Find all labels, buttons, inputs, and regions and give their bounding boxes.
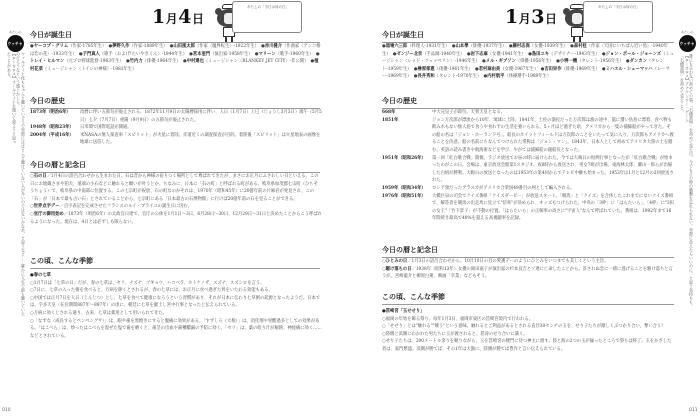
date-day: 4 [178,6,192,28]
birthday-note: （作曲家〈アンコ椿は恋の花〉-1933年生） [30,44,321,57]
birthday-entry: ●ヤーコプ・グリム（作家-1785年生） [30,44,105,49]
speech-bubble-text: あたしの「今日は何の日」 [247,5,289,9]
speech-bubble [232,1,302,33]
season-subtitle-text: 春の七草 [33,273,51,278]
page-number: 010 [2,408,11,413]
history-heading: 今日の歴史 [30,96,320,109]
season-item-text: 「せせり」とは"触れる""競う"という意味。触れるとご利益があるとされる直径30センチの玉を、せり子たちが激しくぶつかり合い、奪い合う! [385,324,663,330]
birthday-note: （俳優-1937年生） [468,44,505,49]
history-year: 1851年 [382,117,399,123]
anniversary-item: ○駆け落ちの日／1938年（昭和13年）女優の岡田嘉子が演出家の杉本良吉とソ連に亡命したことから。許されぬ恋に一緒に逃げることを駆け落ちと言うが、宮崎龍介と柳原白蓮、映画「卒業」などもそう。 [382,266,673,280]
history-row [30,132,322,147]
history-year: 1873年（明治6年） [30,110,71,115]
page-number: 011 [689,408,698,413]
birthday-entry: ●ダンカン（タレント-1959年生） [382,59,664,72]
history-year: 1948年（昭和23年） [30,125,74,131]
anniversary-text: ／1873年（明治6年）の太政官日達で、官庁の公休を1月1日～3日、6月28日～30日、12月29日～31日と決めたことからこう呼ばれるようになった。現在は、4日とは必ずしも限らない。 [30,211,322,225]
birthday-name: 吉田栄作 [544,66,562,72]
birthday-note: （タレント-1956年生） [577,59,622,65]
speech-bubble-text: あたしの「今日は何の日」 [598,5,640,9]
birthday-entry: ●藤村志保（女優-1939年生） [508,44,566,49]
side-badge [4,30,26,52]
birthday-note: （女優-1939年生） [529,44,566,49]
birthday-entry: ●中村達也（ミュージシャン〈BLANKEY JET CITY〉-非公開） [182,59,307,65]
birthday-name: 道場六三郎 [385,44,408,49]
birthday-note: （ミュージシャン〈レッド・ツェッペリン〉-1946年生） [382,51,674,65]
birthday-entry: ●山田風太郎（作家〈魔界転生〉-1922年生） [169,44,257,49]
history-row [382,193,674,223]
season-item: ○「なずな（成長するとペンペングサ）」は、眼や歯を黒焼きにすると腹痛に効果がある。「すずしろ（大根）」は、消化剤や胃酸過多としての効果がある。「はこべら」は、炒ったはこべらを混ぜた塩で歯を磨くと、歯茎の出血や歯槽膿漏の予防に効く。「セリ」は、葉の絞り汁が解熱、神経痛に効く……などとされている。 [30,318,322,339]
history-year: 1976年（昭和51年） [382,193,426,199]
birthday-note: （歌手〈およげ!たいやきくん〉-1944年生） [99,51,185,57]
birthday-entry: ●トレイ・ヒルマン（元プロ野球監督-1963年生） [30,51,320,65]
birthday-note: （手品師-1940年生） [422,51,463,57]
birthday-name: 子門真人 [82,51,100,57]
birthday-note: （歌手-1960年生） [275,51,312,57]
history-text: ジョン万次郎が漂流から10年、琉球に上陸。1841年、土佐の漁民だった万次郎は漁の途中、嵐に遭い鳥島に漂着、食べ物も飲み水もない無人島で食うや食わずの生活を強いられる。5ヶ月ほど過ぎた頃、アメリカから一隻の捕鯨船がやってきた。その船の名は「ジョン・ホーランド号」。船長のホイットフィールドは万次郎のことをいたって気に入り、万次郎もアメリカへ渡ることを決意。船の名前にちなんでつけられた愛称は「ジョン・マン」。1843年、日本人として初めてアメリカ大陸の土を踏む。英語の読み書きや航海術などを学び、やがては捕鯨船の副船長となった。 [432,117,674,153]
anniversary-text: ／1月4日の語呂合わせから生まれた日。石は昔から神様の宿りつく場所として尊ばれてきたが、まさにお正月にふさわしい日といえる。この日にお地蔵さまや狛犬、道端の小石などに触れると願いが叶うとか。ちなみに、日本に「石の町」と呼ばれる町がある。岐阜県加茂郡七宗町（ひちそうちょう）で、岐阜県の中南部に位置する。この七宗町が祝放、石の町なのかそれは、1970年（昭和45年）に20億年前の片麻岩が発見され、この「石」が「日本で最も古い石」とされていることから。七宗町にある「日本最古の石博物館」に行けば20億年前の石を見ることができる。 [30,174,319,202]
season-item: ○1月7日は「七草の日」だが、春の七草は、セリ、ナズナ、ゴギョウ、ハコベラ、ホトケノザ、スズナ、スズシロを言う。 [30,280,265,286]
season-item-text: 陸側と浜側にわかれた男たちに玉が渡されると、怒涛のせり合いに満く。 [385,331,528,337]
history-text: 第一回「紅白歌合戦」開催。ラジオ放送でお昼の時に届けられた。今では大晦日の恒例行事となったが「紅白歌合戦」が始まったのがこの日。会場は、東京放送会館第1スタジオ。夜8時から放送され、男女7組が出場、東海林太郎、藤山一郎らが出場した白組が勝利。大晦日の放送となったのは1953年の第4回からでテレビ中継も始まった。1953年は1月と12月の2回放送された。 [432,155,674,184]
history-text: 米NASAの無人探査車「スピリット」が火星に着陸。赤道近くの調査探査が目的。着陸後「スピリット」は火星地表の画像を地球に送信した。 [80,132,321,146]
season-item-text: せり子たちは、200メートル余りを競りながら、玉を筥崎宮の楼門に待つ神主に渡す。陸と海の2つの玉が揃ったところで祭りは終了。玉をかざした者は、家門繁盛。浜側が勝てば、その1年は大漁に、陸側が勝てば豊作と言い伝えられている。 [382,339,672,352]
anniversary-title: 官庁の御用始め [33,211,64,217]
anniversaries-list [382,258,674,281]
birthday-entry: ●宮本亜門（演出家-1958年生） [189,51,251,57]
birthday-name: 榊原郁恵 [417,66,435,72]
birthday-name: ヤーコプ・グリム [33,44,69,49]
date-day-kanji: 日 [544,12,558,26]
birthday-note: （作家〈天国にいちばん近い島〉-1940年生） [382,44,668,57]
season-item: ○「せせり」とは"触れる""競う"という意味。触れるとご利益があるとされる直径30センチの玉を、せり子たちが激しくぶつかり合い、奪い合う! [382,324,663,330]
birthday-note: （俳優-1956年生） [515,59,552,65]
anniversary-text: ／点字表記を完成させたフランスのルイ・ブライユの誕生日に因む。 [59,204,193,210]
birthday-entry: ●島田ユキ（デザイナー-1943年生） [528,51,598,57]
side-note-vertical: 【ローカロス】アナウンサー・ゲーム「石橋貴明」を初めて見たこと。 [680,54,690,122]
anniversaries-heading: 今日の暦と記念日 [30,160,320,173]
birthday-entry: ●内村航平（体操選手-1989年生） [483,74,550,80]
history-year: 1959年（昭和34年） [382,185,426,191]
birthday-name: 宮本亜門 [192,51,211,57]
birthday-note: （俳優-1964年生） [142,59,179,65]
date-month-kanji: 月 [518,12,532,26]
birthday-note: （女優-1941年生） [487,51,524,57]
page-date-title [152,6,205,28]
birthday-entry: ●道場六三郎（料理人-1931年生） [382,44,448,49]
birthday-entry: ●子門真人（歌手〈およげ!たいやきくん〉-1944年生） [78,51,185,57]
birthday-name: メル・ギブソン [485,59,516,65]
history-row [30,124,322,132]
birthday-entry: ●小堺一機（タレント-1956年生） [556,59,622,65]
birthday-note: （デザイナー-1943年生） [549,51,598,57]
birthday-entry: ●岩下志麻（女優-1941年生） [466,51,524,57]
anniversary-title: 駆け落ちの日 [385,266,412,272]
birthday-name: 夢野久作 [112,44,130,49]
season-subtitle: ●春の七草 [30,273,51,278]
season-item-text: 1月7日は「七草の日」だが、春の七草は、セリ、ナズナ、ゴギョウ、ハコベラ、ホトケノザ、スズナ、スズシロを言う。 [33,280,265,286]
season-list [30,272,322,340]
birthday-name: マリーン [258,51,276,57]
birthday-entry: ●森村桂（作家〈天国にいちばん近い島〉-1940年生） [382,44,668,57]
history-text: ロシア領だったアラスカがアメリカ合衆国49番目の州として編入される。 [432,185,575,191]
birthday-entry: ●ジョン・ポール・ジョーンズ（ミュージシャン〈レッド・ツェッペリン〉-1946年生） [382,51,674,65]
birthday-entry: ●植村花菜（ミュージシャン〈トイレの神様〉-1983年生） [30,59,319,72]
birthday-note: （レーサー-1969年生） [382,66,670,80]
birthday-name: 藤村志保 [512,44,530,49]
birthday-entry: ●山本學（俳優-1937年生） [451,44,505,49]
birthday-note: （ミュージシャン〈BLANKEY JET CITY〉-非公開） [203,59,307,65]
side-badge-caption: あたしの [8,30,21,34]
birthday-note: （作家〈魔界転生〉-1922年生） [194,44,257,49]
date-day: 3 [531,6,545,28]
season-item-text: 万病に効くとされる通り、古来、七草は薬用として用いられてきた。 [33,310,167,316]
birthday-name: 森村桂 [573,44,587,49]
date-month: 1 [505,6,519,28]
anniversaries-heading: 今日の暦と記念日 [382,245,674,258]
history-text: 大橋巨泉の司会でクイズ番組「クイズダービー」が放送スタート。「競馬」と「クイズ」を合体したこれまでにないクイズ番組で、解答者を競馬の出走馬に見立て"倍率"が決められ、オッズもつけられた。中央の「3枠」に「はらたいら」、「4枠」に"3択の女王"「竹下景子」が不動の位置。「はらたいら」の正解率の高さに"宇宙人"なんて呼ばれていた。番組は、1992年まで16年間続き最高で40%を超える高視聴率を記録。 [432,193,674,222]
history-row [382,155,674,185]
season-item: ○福岡の年始を飾る祭り。毎年1月3日、福岡市東区の筥崎宮境内で行われる。 [382,316,534,322]
side-note-vertical: 【ローカロス】オールナイトを聞いて寝ようと思ったことがある。 [7,52,17,144]
history-year: 2004年（平成16年） [30,132,74,138]
anniversary-item: ○世界点字デー／点字表記を完成させたフランスのルイ・ブライユの誕生日に因む。 [30,204,193,210]
season-item-text: 福岡の年始を飾る祭り。毎年1月3日、福岡市東区の筥崎宮境内で行われる。 [385,316,534,322]
anniversary-title: 石の日 [33,174,47,179]
birthday-note: （作家-1889年生） [129,44,166,49]
birthday-entry: ●メル・ギブソン（俳優-1956年生） [481,59,552,65]
birthday-name: ミハエル・シューマッハ [605,66,653,72]
side-badge-caption: あたしの [680,30,693,34]
birthday-entry: ●赤川健介（作曲家〈アンコ椿は恋の花〉-1933年生） [30,44,321,57]
birthday-name: 若村麻由美 [478,66,501,72]
history-text: 改暦に伴い五節句が廃止される。1872年11月9日の太陽暦採用に伴い、人日（1月7日）上巳（じょうし3月3日）端午（5月5日）七夕（7月7日）重陽（9月9日）の五節句が廃止された。 [80,110,322,123]
season-item-text: 7日に、七草の入った粥を食べると、万病を除くとされるが、春の七草には、お正月に食べ過ぎた胃をいたわる効能もある。 [33,288,273,294]
season-item: ○7日に、七草の入った粥を食べると、万病を除くとされるが、春の七草には、お正月に食べ過ぎた胃をいたわる効能もある。 [30,288,273,294]
birthday-name: 岩下志麻 [470,51,488,57]
birthdays-heading: 今日が誕生日 [382,30,674,43]
side-badge-label: ウッチャ [7,35,24,52]
birthday-entry: ●ミハエル・シューマッハ（レーサー-1969年生） [382,66,670,80]
history-year: 668年 [382,110,396,115]
anniversary-text: ／1938年（昭和13年）女優の岡田嘉子が演出家の杉本良吉とソ連に亡命したことから。許されぬ恋に一緒に逃げることを駆け落ちと言うが、宮崎龍介と柳原白蓮、映画「卒業」などもそう。 [382,266,673,280]
history-row [382,117,674,155]
birthday-name: 内村航平 [487,74,505,80]
history-year: 1951年（昭和26年） [382,155,426,161]
season-item: ○陸側と浜側にわかれた男たちに玉が渡されると、怒涛のせり合いに満く。 [382,331,528,337]
birthday-name: トレイ・ヒルマン [30,59,65,65]
history-row [382,109,674,117]
birthday-note: （女優-1967年生） [500,66,537,72]
date-month-kanji: 月 [165,12,179,26]
birthday-entry: ●長井秀和（タレント-1970年生） [413,74,480,80]
anniversaries-list [30,173,322,226]
season-list [382,308,674,354]
birthday-name: 山田風太郎 [173,44,195,49]
birthdays-list [382,43,674,81]
history-list [382,109,674,223]
birthday-entry: ●ゼンジー北京（手品師-1940年生） [392,51,463,57]
season-subtitle: ●筥崎宮「玉せせり」 [382,309,425,314]
anniversary-item: ○官庁の御用始め／1873年（明治6年）の太政官日達で、官庁の公休を1月1日～3日、6月28日～30日、12月29日～31日と決めたことからこう呼ばれるようになった。現在は、4日とは必ずしも限らない。 [30,211,322,225]
birthday-name: 山本學 [455,44,469,49]
anniversary-item: ○石の日／1月4日の語呂合わせから生まれた日。石は昔から神様の宿りつく場所として尊ばれてきたが、まさにお正月にふさわしい日といえる。この日にお地蔵さまや狛犬、道端の小石などに触れると願いが叶うとか。ちなみに、日本に「石の町」と呼ばれる町がある。岐阜県加茂郡七宗町（ひちそうちょう）で、岐阜県の中南部に位置する。この七宗町が祝放、石の町なのかそれは、1970年（昭和45年）に20億年前の片麻岩が発見され、この「石」が「日本で最も古い石」とされていることから。七宗町にある「日本最古の石博物館」に行けば20億年前の石を見ることができる。 [30,174,319,202]
season-item-text: 「なずな（成長するとペンペングサ）」は、眼や歯を黒焼きにすると腹痛に効果がある。「すずしろ（大根）」は、消化剤や胃酸過多としての効果がある。「はこべら」は、炒ったはこべらを混ぜた塩で歯を磨くと、歯茎の出血や歯槽膿漏の予防に効く。「セリ」は、葉の絞り汁が解熱、神経痛に効く……などとされている。 [30,318,322,339]
birthday-note: （料理人-1931年生） [407,44,448,49]
birthday-entry: ●夢野久作（作家-1889年生） [108,44,166,49]
birthday-name: ダンカン [629,59,647,65]
birthday-note: （作家-1785年生） [68,44,105,49]
birthday-note: （タレント-1970年生） [434,74,480,80]
birthday-note: （ミュージシャン〈トイレの神様〉-1983年生） [42,66,135,72]
season-item: ○せり子たちは、200メートル余りを競りながら、玉を筥崎宮の楼門に待つ神主に渡す。陸と海の2つの玉が揃ったところで祭りは終了。玉をかざした者は、家門繁盛。浜側が勝てば、その1年は大漁に、陸側が勝てば豊作と言い伝えられている。 [382,339,672,352]
side-badge-label: ウッチャ [679,35,696,52]
birthday-name: 島田ユキ [531,51,550,57]
birthday-note: （タレント-1959年生） [382,59,664,72]
right-page [350,0,700,420]
birthday-note: （演出家-1958年生） [210,51,251,57]
birthday-name: 竹内力 [129,59,143,65]
season-heading: この頃、こんな季節 [30,256,320,269]
birthday-entry: ●榊原郁恵（俳優-1961年生） [413,66,471,72]
season-item: ○中国では正月7日を人日（じんじつ）とし、七草を食べて健康になろうという習慣があり、それが日本に伝わり七草粥の起源となったようだ。日本では、宇多天皇（在位期間887年～897年）の頃に、朝廷に七草を献上し宮中行事となったと伝えられている。 [30,295,321,309]
side-note-vertical-long: ウィルナイト化もちゃんと聴いていそうで実際にはほとんど聴けていない人が多いのではないかなあ、と思うなど……確かに人生で最も聴いていたのだろうなという感じかしら。 [16,52,26,316]
birthday-entry: ●吉田栄作（俳優-1969年生） [540,66,598,72]
side-note-vertical-long: 誰にも言わない初めての事。「石橋貴明」を初めて見た日、今でもその時の衝撃を忘れられない。実際に会えたらいいのに、と思う気持ちも。 [689,54,694,308]
season-item-text: 中国では正月7日を人日（じんじつ）とし、七草を食べて健康になろうという習慣があり、それが日本に伝わり七草粥の起源となったようだ。日本では、宇多天皇（在位期間887年～897年）の頃に、朝廷に七草を献上し宮中行事となったと伝えられている。 [30,295,321,309]
birthday-entry: ●マリーン（歌手-1960年生） [254,51,312,57]
anniversary-title: ひとみの日 [385,259,408,264]
birthdays-heading: 今日が誕生日 [30,30,320,43]
history-text: 中大兄皇子が即位。天智天皇となる。 [432,110,506,115]
date-month: 1 [152,6,166,28]
birthday-note: （俳優-1969年生） [561,66,598,72]
history-text: 日米間で国際電話が開通。 [80,125,132,131]
birthday-name: ゼンジー北京 [396,51,423,57]
date-day-kanji: 日 [191,12,205,26]
history-list [30,109,322,147]
birthday-note: （体操選手-1989年生） [504,74,550,80]
season-item: ○万病に効くとされる通り、古来、七草は薬用として用いられてきた。 [30,310,167,316]
history-row [382,185,674,193]
birthday-note: （元プロ野球監督-1963年生） [64,59,122,65]
speech-bubble [583,1,653,33]
season-heading: この頃、こんな季節 [382,292,674,305]
season-subtitle-text: 筥崎宮「玉せせり」 [385,309,425,314]
anniversary-text: ／1月3日の語呂合わせから。10月10日の目の愛護デーのようにひとみをいつまでも美しくという主旨。 [407,259,609,264]
side-badge [676,30,698,52]
history-row [30,109,322,124]
birthday-name: 赤川健介 [264,44,282,49]
birthday-name: 植村花菜 [30,59,319,72]
history-heading: 今日の歴史 [382,96,674,109]
page-date-title [505,6,558,28]
birthday-name: 中村達也 [186,59,204,65]
anniversary-item: ○ひとみの日／1月3日の語呂合わせから。10月10日の目の愛護デーのようにひとみをいつまでも美しくという主旨。 [382,259,609,264]
birthday-note: （俳優-1961年生） [434,66,471,72]
birthday-entry: ●若村麻由美（女優-1967年生） [475,66,537,72]
birthday-entry: ●竹内力（俳優-1964年生） [125,59,179,65]
anniversary-title: 世界点字デー [33,204,60,210]
birthday-name: 小堺一機 [559,59,578,65]
birthdays-list [30,43,322,73]
birthday-name: ジョン・ポール・ジョーンズ [605,51,662,57]
birthday-name: 長井秀和 [417,74,435,80]
